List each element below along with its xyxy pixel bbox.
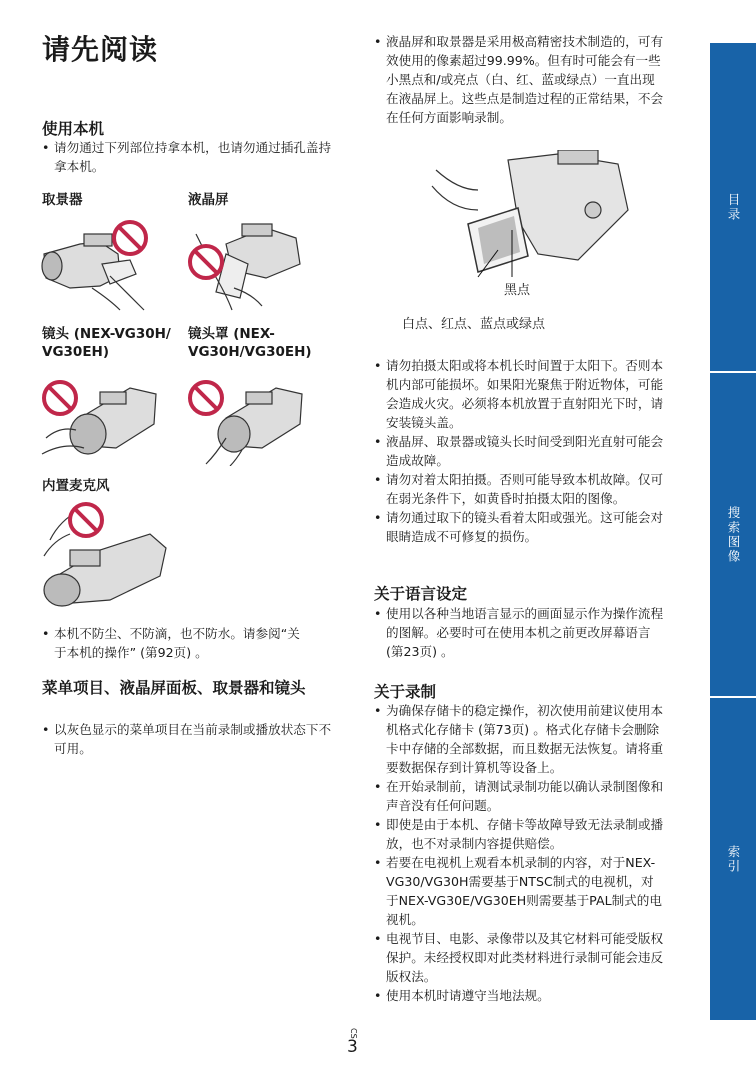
bullet-item: • 液晶屏和取景器是采用极高精密技术制造的，可有效使用的像素超过99.99%。但有时可能会有一些小黑点和/或亮点（白、红、蓝或绿点）一直出现在液晶屏上。这些点是制造过程的正常结果，不会在任何方面影响录制。 bbox=[374, 32, 666, 127]
bullet-item: • 请勿对着太阳拍摄。否则可能导致本机故障。仅可在弱光条件下，如黄昏时拍摄太阳的图像。 bbox=[374, 470, 666, 508]
label-colored-dots: 白点、红点、蓝点或绿点 bbox=[402, 317, 546, 332]
bullet-item: • 使用本机时请遵守当地法规。 bbox=[374, 986, 666, 1005]
tab-index[interactable] bbox=[710, 698, 756, 1020]
lcd-pixel-bullets bbox=[374, 32, 666, 127]
bullet-item: • 请勿通过下列部位持拿本机，也请勿通过插孔盖持拿本机。 bbox=[42, 138, 337, 176]
bullet-item: • 即使是由于本机、存储卡等故障导致无法录制或播放，也不对录制内容提供赔偿。 bbox=[374, 815, 666, 853]
illustration-lens-cap bbox=[186, 368, 306, 466]
caption-mic: 内置麦克风 bbox=[42, 478, 110, 494]
menu-items-bullets bbox=[42, 720, 337, 758]
bullet-item: • 电视节目、电影、录像带以及其它材料可能受版权保护。未经授权即对此类材料进行录制可能会违反版权法。 bbox=[374, 929, 666, 986]
section-heading-menu-items: 菜单项目、液晶屏面板、取景器和镜头 bbox=[42, 679, 306, 697]
language-bullets bbox=[374, 604, 666, 661]
tab-index-label: 索引 bbox=[726, 844, 741, 874]
prohibited-icon bbox=[114, 222, 146, 254]
illustration-lcd bbox=[186, 214, 306, 312]
caption-lcd: 液晶屏 bbox=[188, 192, 229, 208]
prohibited-icon bbox=[70, 504, 102, 536]
tab-search-images[interactable] bbox=[710, 373, 756, 696]
prohibited-icon bbox=[44, 382, 76, 414]
recording-bullets bbox=[374, 701, 666, 1005]
tab-contents-label: 目录 bbox=[726, 192, 741, 222]
use-unit-bullets bbox=[42, 138, 337, 176]
label-black-dots: 黑点 bbox=[504, 283, 531, 298]
page-number bbox=[347, 1028, 358, 1056]
caption-lens-cap: 镜头罩 (NEX- VG30H/VG30EH) bbox=[188, 326, 312, 360]
illustration-mic bbox=[40, 500, 170, 608]
page-title: 请先阅读 bbox=[42, 33, 159, 66]
section-heading-use-unit: 使用本机 bbox=[42, 120, 105, 138]
caption-lens: 镜头 (NEX-VG30H/ VG30EH) bbox=[42, 326, 171, 360]
illustration-lcd-dots bbox=[428, 150, 638, 280]
prohibited-icon bbox=[190, 382, 222, 414]
dustproof-bullets bbox=[42, 624, 312, 662]
bullet-item: • 在开始录制前，请测试录制功能以确认录制图像和声音没有任何问题。 bbox=[374, 777, 666, 815]
bullet-item: • 请勿通过取下的镜头看着太阳或强光。这可能会对眼睛造成不可修复的损伤。 bbox=[374, 508, 666, 546]
section-heading-recording: 关于录制 bbox=[374, 683, 437, 701]
bullet-item: • 液晶屏、取景器或镜头长时间受到阳光直射可能会造成故障。 bbox=[374, 432, 666, 470]
bullet-item: • 若要在电视机上观看本机录制的内容，对于NEX-VG30/VG30H需要基于NTSC制式的电视机，对于NEX-VG30E/VG30EH则需要基于PAL制式的电视机。 bbox=[374, 853, 666, 929]
tab-search-images-label: 搜索图像 bbox=[726, 505, 741, 564]
page-lang-code: CS bbox=[349, 1028, 358, 1039]
bullet-item: • 请勿拍摄太阳或将本机长时间置于太阳下。否则本机内部可能损坏。如果阳光聚焦于附近物体，可能会造成火灾。必须将本机放置于直射阳光下时，请安装镜头盖。 bbox=[374, 356, 666, 432]
bullet-item: • 本机不防尘、不防滴，也不防水。请参阅“关于本机的操作” (第92页) 。 bbox=[42, 624, 312, 662]
tab-contents[interactable] bbox=[710, 43, 756, 371]
page-number-value: 3 bbox=[347, 1036, 358, 1057]
sun-bullets bbox=[374, 356, 666, 546]
prohibited-icon bbox=[190, 246, 222, 278]
section-heading-language: 关于语言设定 bbox=[374, 585, 468, 603]
caption-viewfinder: 取景器 bbox=[42, 192, 83, 208]
illustration-viewfinder bbox=[40, 214, 152, 312]
bullet-item: • 使用以各种当地语言显示的画面显示作为操作流程的图解。必要时可在使用本机之前更改屏幕语言 (第23页) 。 bbox=[374, 604, 666, 661]
bullet-item: • 为确保存储卡的稳定操作，初次使用前建议使用本机格式化存储卡 (第73页) 。格式化存储卡会删除卡中存储的全部数据，而且数据无法恢复。请将重要数据保存到计算机等设备上。 bbox=[374, 701, 666, 777]
bullet-item: • 以灰色显示的菜单项目在当前录制或播放状态下不可用。 bbox=[42, 720, 337, 758]
illustration-lens bbox=[40, 368, 160, 466]
